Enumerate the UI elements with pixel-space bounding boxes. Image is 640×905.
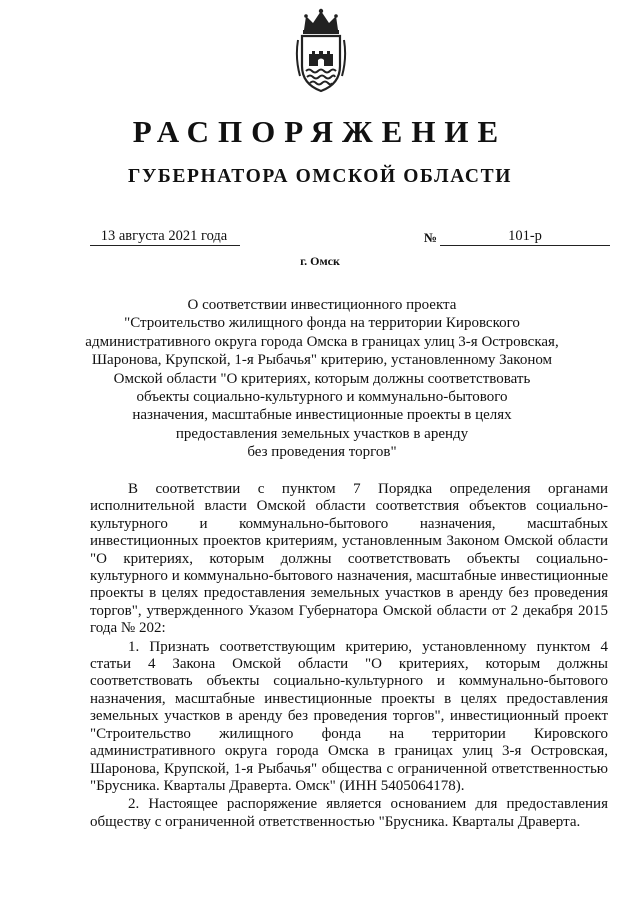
- heading-line: О соответствии инвестиционного проекта: [187, 297, 457, 313]
- number-underline: [440, 245, 610, 246]
- coat-of-arms-icon: [294, 8, 348, 94]
- document-heading: [80, 296, 564, 462]
- number-sign: №: [424, 230, 438, 245]
- document-date: 13 августа 2021 года: [100, 228, 228, 244]
- date-underline: [90, 245, 240, 246]
- document-city: г. Омск: [300, 254, 340, 268]
- heading-line: административного округа города Омска в границах улиц 3-я Островская,: [85, 333, 559, 350]
- clause-1-paragraph: 1. Признать соответствующим критерию, установленному пунктом 4 статьи 4 Закона Омской области "О критериях, которым должны соответствовать объекты социально-культурного и коммунально-бытового назначения, масштабные инвестиционные проекты в целях предоставления земельных участков в аренду без проведения торгов", инвестиционный проект "Строительство жилищного фонда на территории Кировского административного округа города Омска в границах улиц 3-я Островская, Шаронова, Крупской, 1-я Рыбачья" общества с ограниченной ответственностью "Брусника. Кварталы Драверта. Омск" (ИНН 5405064178).: [90, 638, 608, 794]
- document-number: 101-р: [508, 228, 542, 244]
- heading-line: Омской области "О критериях, которым должны соответствовать: [113, 370, 531, 387]
- heading-line: без проведения торгов": [247, 444, 397, 461]
- document-title: РАСПОРЯЖЕНИЕ: [132, 114, 508, 149]
- heading-line: объекты социально-культурного и коммунально-бытового: [136, 389, 508, 406]
- document-body: [90, 481, 608, 831]
- preamble-paragraph: В соответствии с пунктом 7 Порядка определения органами исполнительной власти Омской области соответствия объектов социально-культурного и коммунально-бытового назначения, масштабных инвестиционных проектов критериям, установленным Законом Омской области "О критериях, которым должны соответствовать объекты социально-культурного и коммунально-бытового назначения, масштабные инвестиционные проекты в целях предоставления земельных участков в аренду без проведения торгов", утвержденного Указом Губернатора Омской области от 2 декабря 2015 года № 202:: [90, 481, 608, 637]
- heading-line: предоставления земельных участков в аренду: [175, 425, 469, 442]
- clause-2-paragraph: 2. Настоящее распоряжение является основанием для предоставления обществу с ограниченной ответственностью "Брусника. Кварталы Драверта.: [90, 796, 608, 830]
- heading-line: "Строительство жилищного фонда на территории Кировского: [124, 315, 520, 332]
- document-subtitle: ГУБЕРНАТОРА ОМСКОЙ ОБЛАСТИ: [128, 166, 512, 187]
- heading-line: Шаронова, Крупской, 1-я Рыбачья" критерию, установленному Законом: [91, 352, 553, 369]
- heading-line: назначения, масштабные инвестиционные проекты в целях: [132, 407, 512, 424]
